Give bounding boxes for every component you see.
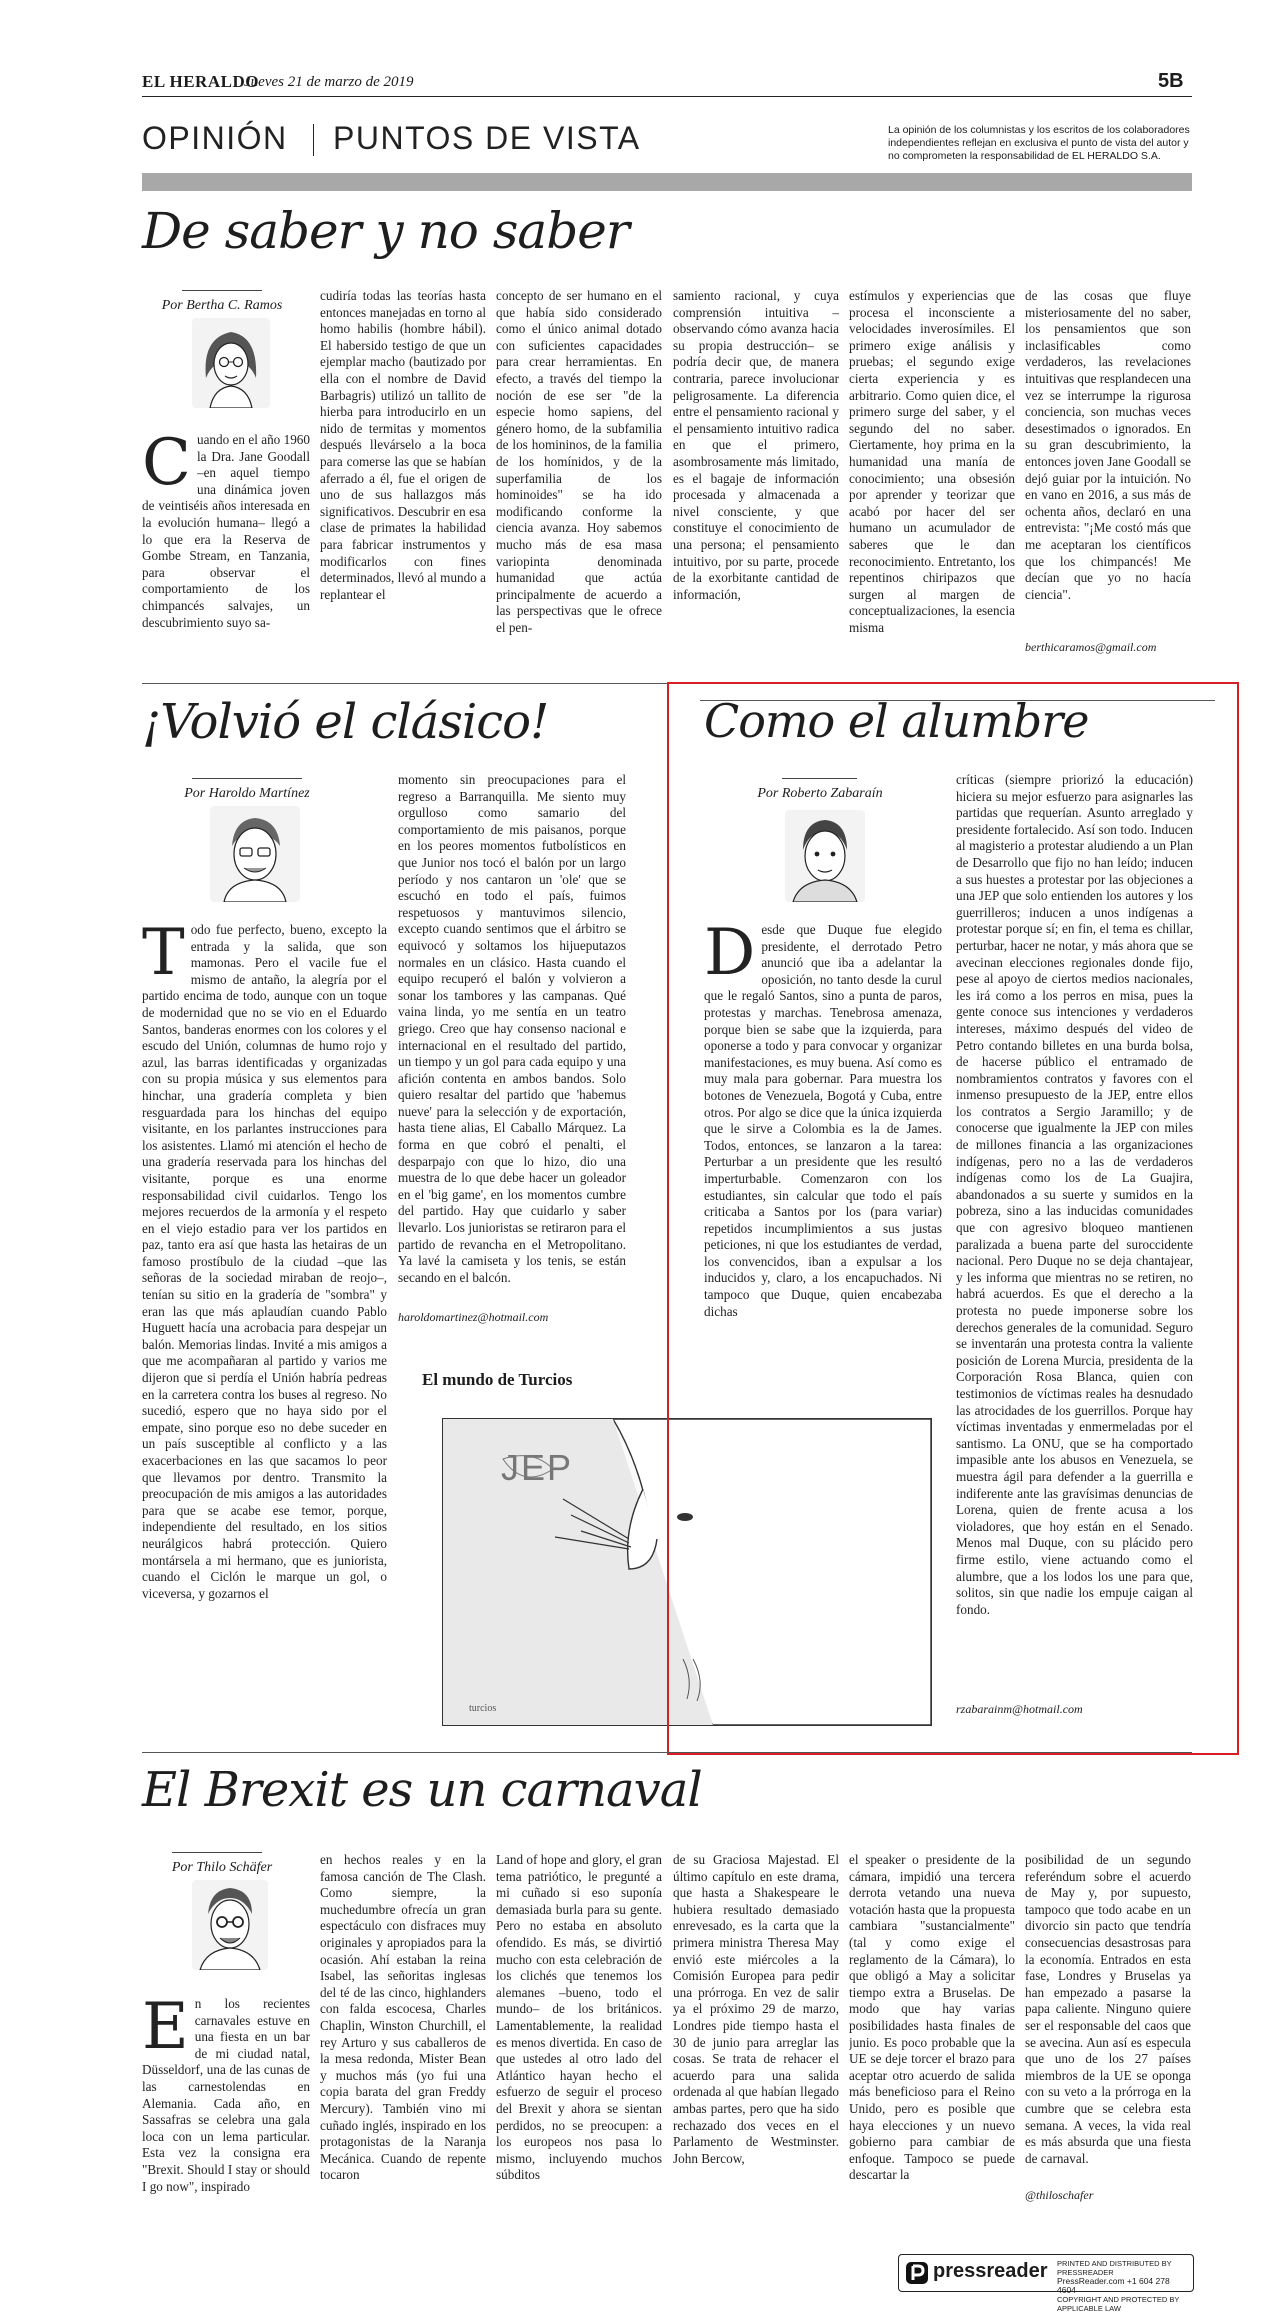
top-rule [142, 96, 1192, 97]
article-1-column-2: cudiría todas las teorías hasta entonces manejadas en torno al homo habilis (hombre hábil). El habersido testigo de que un ejemplar macho (bautizado por ella con el nombre de David Barbagris) utilizó un tallito de hierba para introducirlo en un nido de termitas y momentos después llevárselo a la boca para comerse las que se habían aferrado a él, fue el origen de uno de sus hallazgos más significativos. Descubrir en esa clase de primates la habilidad para fabricar instrumentos y modificarlos con fines determinados, llevó al mundo a replantear el [320, 288, 486, 602]
article-1-dropcap: C [142, 432, 191, 500]
author-4-portrait [192, 1880, 268, 1970]
article-1-column-1: Cuando en el año 1960 la Dra. Jane Goodall –en aquel tiempo una dinámica joven de veintiséis años interesada en la evolución humana– llegó a lo que era la Reserva de Gombe Stream, en Tanzania, para observar el comportamiento de los chimpancés salvajes, un descubrimiento suyo sa- [142, 432, 310, 630]
article-1-column-4: samiento racional, y cuya comprensión intuitiva –observando cómo avanza hacia su propia destrucción– se podría decir que, de manera contraria, parece involucionar peligrosamente. La diferencia entre el pensamiento racional y el pensamiento intuitivo radica en que el primero, asombrosamente más limitado, es el bagaje de información procesada y almacenada a nivel consciente, y que constituye el conocimiento de una persona; el pensamiento intuitivo, por su parte, procede de la exorbitante cantidad de información, [673, 288, 839, 602]
article-3-email: rzabarainm@hotmail.com [956, 1702, 1083, 1716]
issue-date: Jueves 21 de marzo de 2019 [244, 74, 414, 90]
article-4-column-5: el speaker o presidente de la cámara, impidió una tercera derrota vetando una nueva votación hasta que la propuesta cambiara "sustancialmente" (tal y como exige el reglamento de la Cámara), lo que obligó a May a solicitar tiempo extra a Bruselas. De modo que hay varias posibilidades hasta finales de junio. Es poco probable que la UE se deje torcer el brazo para aceptar otro acuerdo de salida más beneficioso para el Reino Unido, pero es posible que haya elecciones y un nuevo gobierno para cambiar de enfoque. Tampoco se puede descartar la [849, 1852, 1015, 2183]
article-1-email: berthicaramos@gmail.com [1025, 640, 1157, 654]
article-3-column-2: críticas (siempre priorizó la educación) hiciera su mejor esfuerzo para asignarles las partidas que requerían. Asunto arreglado y presidente fortalecido. Así son todo. Inducen al magisterio a protestar aludiendo a un Plan de Desarrollo que fijo no han leído; inducen a sus huestes a protestar por las objeciones a una JEP que solo entienden los autores y los guerrilleros; inducen a unos indígenas a protestar porque sí; en fin, el tema es chillar, perturbar, hacer ne notar, y más ahora que se avecinan elecciones regionales donde fijo, pese al apoyo de ciertos medios nacionales, les irá como a los perros en misa, pues la gente conoce sus intenciones y verdaderos intereses, máximo después del video de Petro contando billetes en una burda bolsa, de hacerse público el entramado de nombramientos contratos y favores con el inmenso presupuesto de la JEP, entre ellos los contratos a Sergio Jaramillo; y de conocerse que igualmente la JEP con miles de millones financia a las organizaciones indígenas, pero no a las de verdaderos indígenas como los de La Guajira, abandonados a su suerte y sumidos en la pobreza, sino a las inducidas comunidades que con agresivo bloqueo mantienen paralizada a buena parte del suroccidente nacional. Pero Duque no se deja chantajear, y les informa que mientras no se retiren, no habrá acuerdos. Es que el derecho a la protesta no puede imponerse sobre los derechos generales de la comunidad. Seguro se inventarán una protesta contra la valiente posición de Lorena Murcia, presidenta de la Corporación Rosa Blanca, quien con testimonios de víctimas reales ha desnudado las atrocidades de los guerrillos. Porque hay víctimas inventadas y enmermeladas por el santismo. La ONU, que se ha comportado impasible ante los abusos en Venezuela, se muestra ágil para defender a la guerrilla e indiferente ante las gravísimas denuncias de Lorena, quien de frente acusa a los violadores, que hoy están en el Senado. Menos mal Duque, con su plácido pero firme estilo, viene actuando como el alumbre, que a los lodos los une para que, solitos, sin que nadie los empuje caigan al fondo. [956, 772, 1193, 1617]
byline-rule [182, 290, 262, 291]
article-4-column-6: posibilidad de un segundo referéndum sobre el acuerdo de May y, por supuesto, tampoco que todo acabe en un divorcio sin pacto que tendría consecuencias desastrosas para la economía. Entrados en esta fase, Londres y Bruselas ya han empezado a pasarse la papa caliente. Ninguno quiere ser el responsable del caos que se avecina. Aun así es especula que uno de los 27 países miembros de la UE se oponga con su veto a la prórroga en la cumbre que se celebra esta semana. A veces, la vida real es más absurda que una fiesta de carnaval. [1025, 1852, 1191, 2166]
article-1-column-3: concepto de ser humano en el que había sido considerado como el único animal dotado con suficientes capacidades para crear herramientas. En efecto, a través del tiempo la noción de ese ser "de la especie homo sapiens, del género homo, de la subfamilia de los homininos, de la familia de los homínidos, y de la superfamilia de los hominoides" se ha ido modificando conforme la ciencia avanza. Hoy sabemos mucho más de esa masa variopinta denominada humanidad que actúa principalmente de acuerdo a las perspectivas que le ofrece el pen- [496, 288, 662, 635]
article-1-headline: De saber y no saber [142, 202, 629, 260]
article-3-dropcap: D [704, 922, 756, 990]
newspaper-name: EL HERALDO [142, 72, 259, 91]
article-3-headline: Como el alumbre [704, 694, 1089, 748]
pressreader-notice: PRINTED AND DISTRIBUTED BY PRESSREADER PressReader.com +1 604 278 4604 COPYRIGHT AND PROTECTED BY APPLICABLE LAW [1057, 2259, 1180, 2313]
pressreader-badge[interactable] [898, 2254, 1194, 2313]
article-2-column-2: momento sin preocupaciones para el regreso a Barranquilla. Me siento muy orgulloso como samario del comportamiento de mis paisanos, porque en los peores momentos futbolísticos en que Junior nos tocó el balón por un largo período y nos cantaron un 'ole' que se escuchó en todo el país, fuimos respetuosos y mantuvimos silencio, excepto cuando sentimos que el árbitro se equivocó y soltamos los hijueputazos normales en un clásico. Hasta cuando el equipo recuperó el balón y volvieron a sonar los tambores y las campanas. Qué vaina linda, yo me sentía en un teatro griego. Creo que hay consenso nacional e internacional en el resultado del partido, un tiempo y un gol para cada equipo y una afición contenta en ambos bandos. Solo quiero resaltar del partido que 'habemus nueve' para la selección y de exportación, hasta tiene alias, El Caballo Márquez. La forma en que cobró el penalti, el desparpajo con que lo hizo, dio una muestra de lo que debe hacer un goleador en el 'big game', en los momentos cumbre del partido. Hay que cuidarlo y saber llevarlo. Los junioristas se retiraron para el partido de revancha en el Metropolitano. Ya lavé la camiseta y los tenis, se están secando en el balcón. [398, 772, 626, 1285]
article-2-dropcap: T [142, 922, 185, 990]
author-3-portrait [785, 810, 865, 902]
article-4-dropcap: E [142, 1996, 189, 2064]
article-4-column-4: de su Graciosa Majestad. El último capítulo en este drama, que hasta a Shakespeare le hubiera resultado demasiado enrevesado, es la carta que la primera ministra Theresa May envió este miércoles a la Comisión Europea para pedir una prórroga. En vez de salir ya el próximo 29 de marzo, Londres pide tiempo hasta el 30 de junio para arreglar las cosas. Se trata de rehacer el acuerdo para una salida ordenada al que habían llegado ambas partes, pero que ha sido rechazado dos veces en el Parlamento de Westminster. John Bercow, [673, 1852, 839, 2166]
section-subtitle: PUNTOS DE VISTA [333, 120, 641, 156]
article-3-byline: Por Roberto Zabaraín [757, 786, 883, 801]
article-1-column-5: estímulos y experiencias que procesa el inconsciente a velocidades inverosímiles. El primero exige análisis y pruebas; el segundo exige cierta experiencia y es arbitrario. Como quien dice, el primero surge del saber, y el segundo del no saber. Ciertamente, hoy prima en la humanidad una manía de conocimiento; una obsesión por aprender y teorizar que acabó por hacer del ser humano un acumulador de saberes que le dan reconocimiento. Entretanto, los repentinos chiripazos que surgen al margen de conceptualizaciones, la esencia misma [849, 288, 1015, 635]
article-4-byline: Por Thilo Schäfer [171, 1860, 273, 1875]
byline-rule [172, 1852, 262, 1853]
article-4-column-3: Land of hope and glory, el gran tema patriótico, le pregunté a mi cuñado si eso suponía demasiada burla para su gente. Pero no estaba en absoluto ofendido. Es más, se divirtió mucho con esta celebración de los clichés que tenemos los alemanes –bueno, todo el mundo– de los británicos. Lamentablemente, la realidad es menos divertida. En caso de que ustedes al otro lado del Atlántico hayan hecho el esfuerzo de seguir el proceso del Brexit y ahora se sientan perdidos, no se preocupen: a los europeos nos pasa lo mismo, incluyendo muchos súbditos [496, 1852, 662, 2183]
author-1-portrait [192, 318, 270, 408]
article-4-headline: El Brexit es un carnaval [142, 1762, 702, 1818]
article-1-column-6: de las cosas que fluye misteriosamente del no saber, los pensamientos que son inclasificables como verdaderos, las revelaciones intuitivas que resplandecen una vez se interrumpe la rigurosa conciencia, son muchas veces desestimados o ignorados. En su gran descubrimiento, la entonces joven Jane Goodall se dejó guiar por la intuición. No en vano en 2016, a sus más de ochenta años, declaró en una entrevista: "¡Me costó más que me aceptaran los científicos que los chimpancés! Me decían que yo no hacía ciencia". [1025, 288, 1191, 602]
article-1-byline: Por Bertha C. Ramos [161, 298, 283, 313]
article-3-column-1: Desde que Duque fue elegido presidente, el derrotado Petro anunció que iba a adelantar la oposición, no tanto desde la curul que le regaló Santos, sino a punta de paros, protestas y marchas. Tenebrosa amenaza, porque bien se sabe que la izquierda, para oponerse a todo y para convocar y organizar manifestaciones, es muy buena. Así como es muy mala para gobernar. Para muestra los botones de Venezuela, Bogotá y Cuba, entre otros. Por algo se dice que la única izquierda que le sirve a Colombia es la de James. Todos, entonces, se lanzaron a la tarea: Perturbar a un presidente que les resultó imperturbable. Comenzaron con los estudiantes, sin calcular que todo el país criticaba a Santos por los (para variar) repetidos incumplimientos a sus justas peticiones, ni que los estudiantes de verdad, los convencidos, iban a expulsar a los inducidos y, claro, a los encapuchados. Ni tampoco que Duque, quien encabezaba dichas [704, 922, 942, 1319]
article-4-column-2: en hechos reales y en la famosa canción de The Clash. Como siempre, la muchedumbre ofrecía un gran espectáculo con disfraces muy originales y apropiados para la ocasión. Ahí estaban la reina Isabel, las señoritas inglesas del té de las cinco, highlanders con falda escocesa, Charles Chaplin, Winston Churchill, el rey Arturo y sus caballeros de la mesa redonda, Mister Bean y muchos más (yo fui una copia barata del gran Freddy Mercury). También vino mi cuñado inglés, inspirado en los protagonistas de la Naranja Mecánica. Cuando de repente tocaron [320, 1852, 486, 2183]
article-2-column-1: Todo fue perfecto, bueno, excepto la entrada y la salida, que son mamonas. Pero el vacile fue el mismo de antaño, la alegría por el partido encima de todo, aunque con un toque de modernidad que no se vio en el Eduardo Santos, banderas enormes con los colores y el escudo del Unión, columnas de humo rojo y azul, las barras identificadas y organizadas con su propia música y sus elementos para hinchar, una gradería completa y bien resguardada para los hinchas del equipo visitante, en los parlantes instrucciones para los asistentes. Llamó mi atención el hecho de una gradería reservada para los hinchas del visitante, porque es una enorme responsabilidad civil cuidarlos. Tengo los mejores recuerdos de la armonía y el respeto en el viejo estadio para ver los partidos en paz, tanto era así que hasta las hetairas de un famoso prostíbulo de la ciudad –que las señoras de la sociedad miraban de reojo–, tenían su sitio en la gradería de "sombra" y eran las que más aplaudían cuando Pablo Huguett hacía una acrobacia para despejar un balón. Memorias lindas. Invité a mis amigos a que me acompañaran al partido y varios me dijeron que si perdía el Unión habría pedreas en la carretera contra los buses al regreso. No sucedió, espero que no haya sido por el empate, sino porque eso no debe suceder en un país susceptible al conflicto y a las exacerbaciones en las que sacamos lo peor que llevamos por dentro. Transmito la preocupación de mis amigos a las autoridades para que se acabe ese temor, porque, independiente del resultado, en los sitios neurálgicos habrá protección. Quiero montársela a mi hermano, que es juniorista, cuando el Ciclón le marque un gol, o viceversa, y gozarnos el [142, 922, 387, 1601]
cartoon-signature: turcios [469, 1703, 497, 1714]
byline-rule [782, 778, 857, 779]
article-4-email: @thiloschafer [1025, 2188, 1094, 2202]
editorial-disclaimer: La opinión de los columnistas y los escritos de los colaboradores independientes reflejan en exclusiva el punto de vista del autor y no comprometen la responsabilidad de EL HERALDO S.A. [888, 124, 1190, 162]
article-2-email: haroldomartinez@hotmail.com [398, 1310, 549, 1324]
page-number: 5B [1158, 70, 1184, 92]
article-2-byline: Por Haroldo Martínez [184, 786, 310, 801]
pressreader-icon [905, 2261, 929, 2285]
pressreader-brand: pressreader [933, 2260, 1048, 2282]
cartoon-label: JEP [501, 1447, 574, 1488]
author-2-portrait [210, 806, 300, 902]
article-2-headline: ¡Volvió el clásico! [142, 694, 549, 750]
divider-rule [142, 1752, 1192, 1753]
section-bar [142, 173, 1192, 191]
section-title: OPINIÓN [142, 120, 288, 156]
section-separator [313, 124, 314, 156]
cartoon-title: El mundo de Turcios [422, 1370, 573, 1389]
byline-rule [192, 778, 302, 779]
article-4-column-1: En los recientes carnavales estuve en una fiesta en un bar de mi ciudad natal, Düsseldorf, una de las cunas de las carnestolendas en Alemania. Cada año, en Sassafras se celebra una gala loca con un lema particular. Esta vez la consigna era "Brexit. Should I stay or should I go now", inspirado [142, 1996, 310, 2194]
